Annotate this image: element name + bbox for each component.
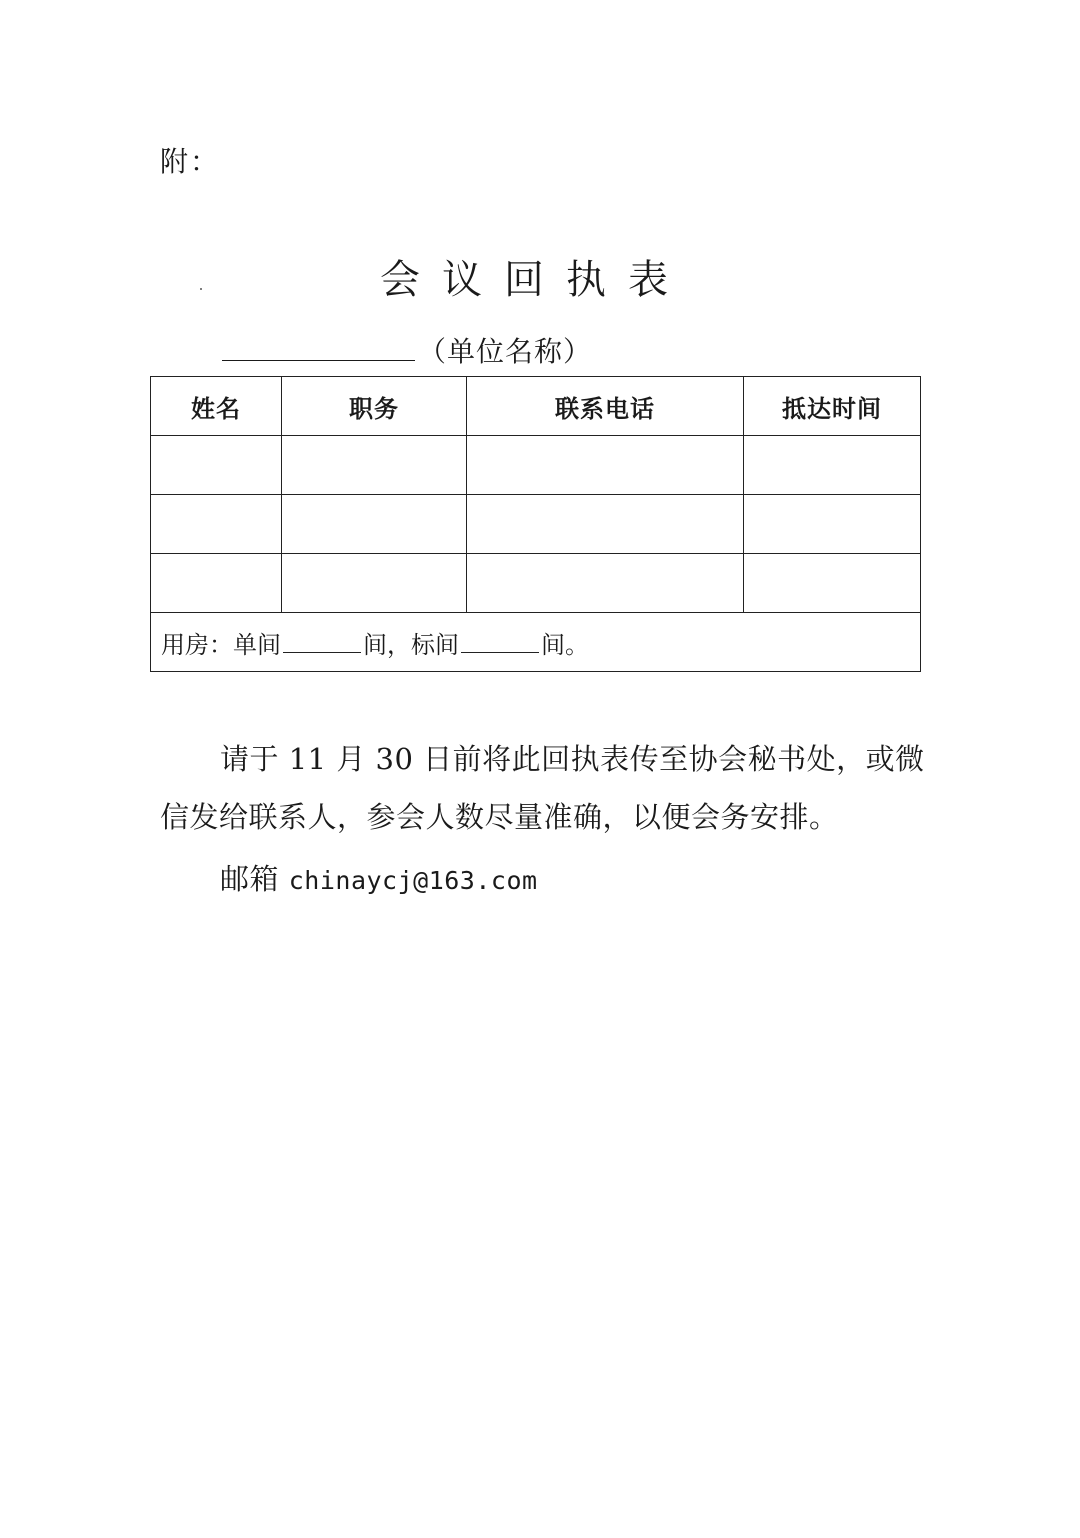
table-row (151, 436, 921, 495)
email-label: 邮箱 (220, 862, 280, 896)
rooms-unit-standard: 间，标间 (363, 630, 459, 659)
form-title: 会议回执表 (380, 257, 690, 303)
attachment-label: 附： (160, 145, 221, 178)
header-arrival-time: 抵达时间 (744, 377, 921, 436)
phone-cell[interactable] (467, 436, 744, 495)
arrival-time-cell[interactable] (744, 436, 921, 495)
instructions-paragraph: 请于 11 月 30 日前将此回执表传至协会秘书处，或微信发给联系人，参会人数尽量准确，以便会务安排。 (160, 742, 925, 834)
rooms-unit-end: 间。 (541, 630, 589, 659)
arrival-time-cell[interactable] (744, 495, 921, 554)
unit-name-label: （单位名称） (418, 335, 593, 368)
phone-cell[interactable] (467, 554, 744, 613)
name-cell[interactable] (151, 495, 282, 554)
unit-name-blank[interactable] (222, 360, 415, 361)
header-position: 职务 (282, 377, 467, 436)
position-cell[interactable] (282, 436, 467, 495)
standard-room-count-blank[interactable] (461, 651, 539, 653)
table-row (151, 495, 921, 554)
single-room-count-blank[interactable] (283, 651, 361, 653)
position-cell[interactable] (282, 554, 467, 613)
email-line (160, 850, 940, 910)
phone-cell[interactable] (467, 495, 744, 554)
name-cell[interactable] (151, 436, 282, 495)
arrival-time-cell[interactable] (744, 554, 921, 613)
table-row (151, 554, 921, 613)
receipt-table (150, 376, 921, 672)
scan-speck (200, 288, 202, 290)
rooms-cell (151, 613, 921, 672)
rooms-prefix: 用房：单间 (161, 630, 281, 659)
rooms-row (151, 613, 921, 672)
header-name: 姓名 (151, 377, 282, 436)
table-header-row (151, 377, 921, 436)
header-phone: 联系电话 (467, 377, 744, 436)
position-cell[interactable] (282, 495, 467, 554)
email-address[interactable]: chinaycj@163.com (288, 866, 538, 895)
name-cell[interactable] (151, 554, 282, 613)
